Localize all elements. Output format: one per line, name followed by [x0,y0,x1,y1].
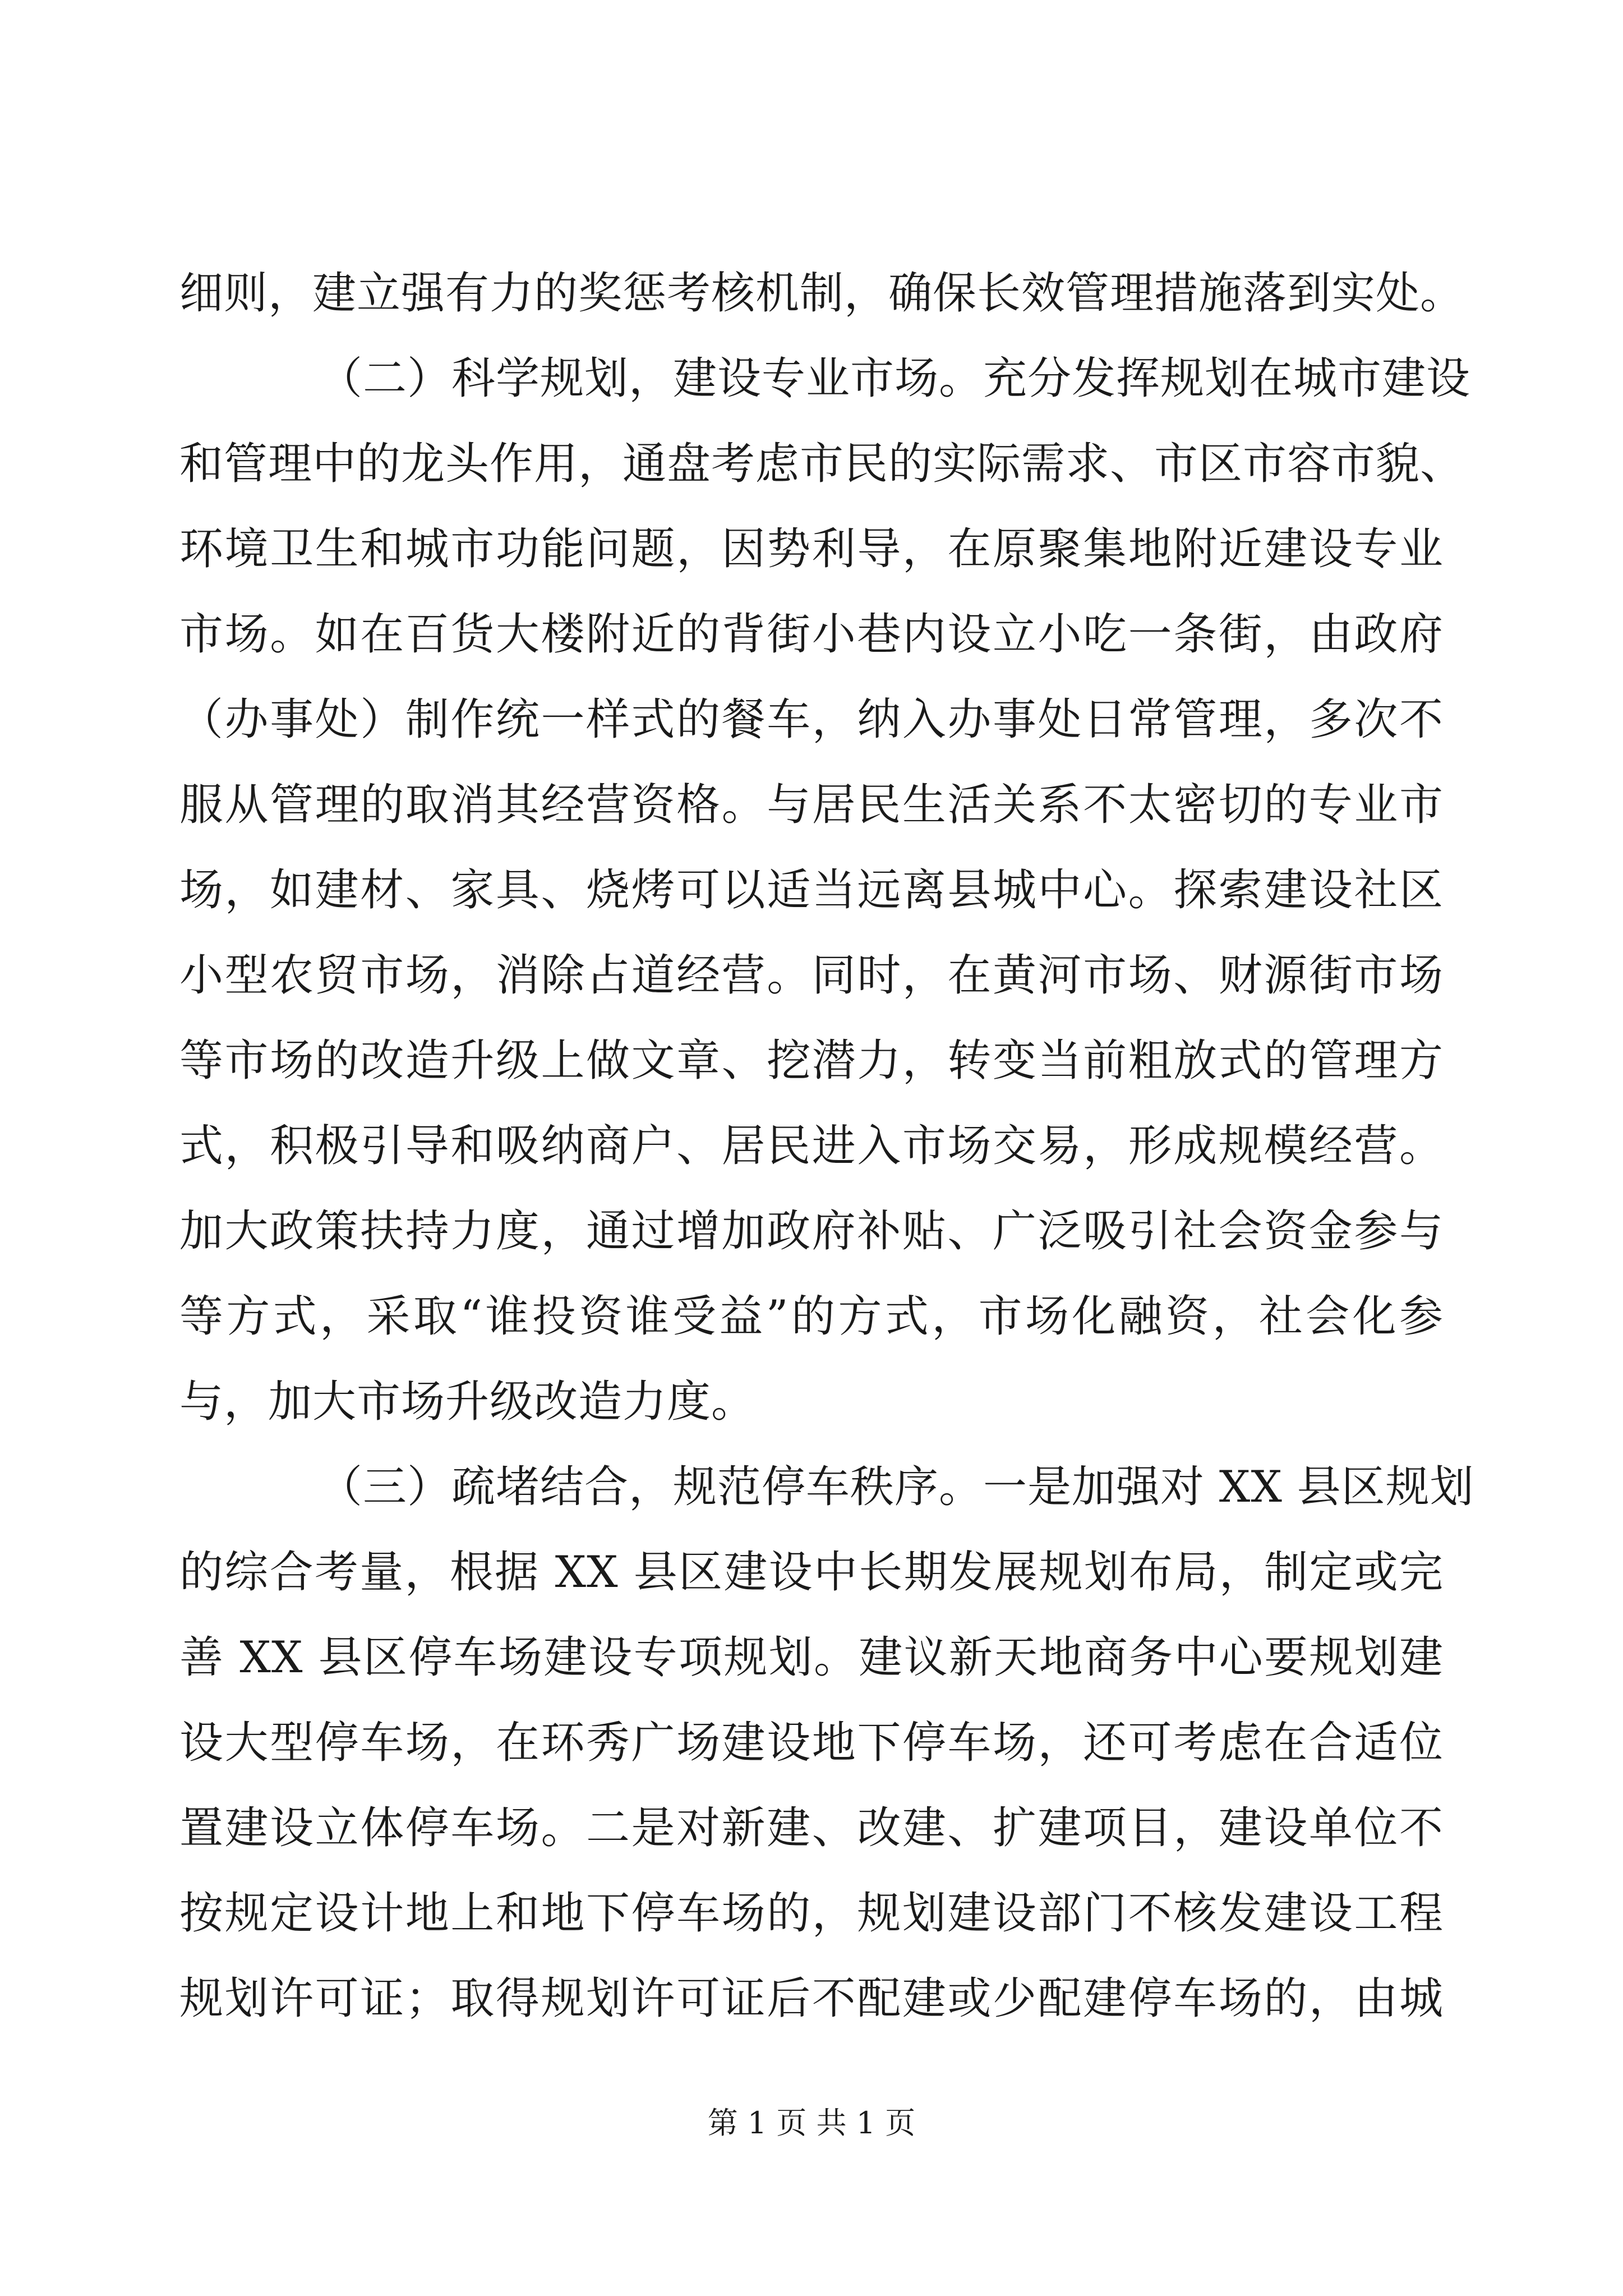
body-line-18: 设大型停车场，在环秀广场建设地下停车场，还可考虑在合适位 [179,1718,1444,1768]
body-line-8: 场，如建材、家具、烧烤可以适当远离县城中心。探索建设社区 [179,865,1444,915]
body-line-20: 按规定设计地上和地下停车场的，规划建设部门不核发建设工程 [179,1888,1444,1939]
body-line-17: 善 XX 县区停车场建设专项规划。建议新天地商务中心要规划建 [179,1632,1444,1683]
body-line-3: 和管理中的龙头作用，通盘考虑市民的实际需求、市区市容市貌、 [179,439,1465,489]
body-line-19: 置建设立体停车场。二是对新建、改建、扩建项目，建设单位不 [179,1803,1444,1853]
body-line-21: 规划许可证；取得规划许可证后不配建或少配建停车场的，由城 [179,1973,1444,2024]
body-line-5: 市场。如在百货大楼附近的背街小巷内设立小吃一条街，由政府 [179,609,1444,660]
body-line-9: 小型农贸市场，消除占道经营。同时，在黄河市场、财源街市场 [179,950,1444,1001]
body-line-11: 式，积极引导和吸纳商户、居民进入市场交易，形成规模经营。 [179,1121,1444,1171]
body-line-7: 服从管理的取消其经营资格。与居民生活关系不太密切的专业市 [179,780,1444,830]
body-line-16: 的综合考量，根据 XX 县区建设中长期发展规划布局，制定或完 [179,1547,1444,1598]
body-line-10: 等市场的改造升级上做文章、挖潜力，转变当前粗放式的管理方 [179,1036,1444,1086]
body-line-13: 等方式，采取“谁投资谁受益”的方式，市场化融资，社会化参 [179,1291,1444,1342]
body-line-14: 与，加大市场升级改造力度。 [179,1377,756,1427]
section-heading-line-15: （三）疏堵结合，规范停车秩序。一是加强对 XX 县区规划 [319,1462,1474,1512]
page-footer: 第 1 页 共 1 页 [707,2105,916,2141]
section-heading-line-2: （二）科学规划，建设专业市场。充分发挥规划在城市建设 [319,353,1471,404]
body-line-6: （办事处）制作统一样式的餐车，纳入办事处日常管理，多次不 [179,694,1444,745]
body-line-1: 细则，建立强有力的奖惩考核机制，确保长效管理措施落到实处。 [179,268,1465,319]
body-line-12: 加大政策扶持力度，通过增加政府补贴、广泛吸引社会资金参与 [179,1206,1444,1257]
body-line-4: 环境卫生和城市功能问题，因势利导，在原聚集地附近建设专业 [179,524,1444,574]
